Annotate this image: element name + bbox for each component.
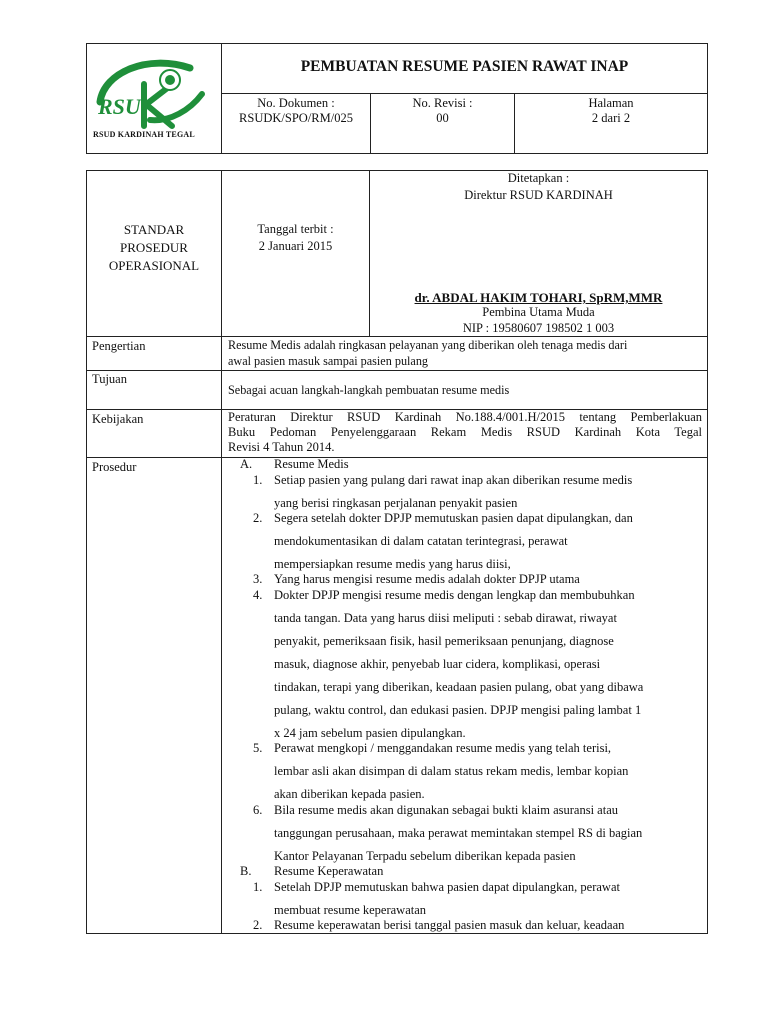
- step-text: penyakit, pemeriksaan fisik, hasil pemeriksaan penunjang, diagnose: [274, 634, 614, 648]
- step-text: Setelah DPJP memutuskan bahwa pasien dapat dipulangkan, perawat: [274, 880, 620, 894]
- page-label: Halaman: [588, 96, 634, 110]
- step-text: mempersiapkan resume medis yang harus diisi,: [274, 557, 511, 571]
- policy-label: Kebijakan: [92, 412, 144, 426]
- step-text: Dokter DPJP mengisi resume medis dengan lengkap dan membubuhkan: [274, 588, 635, 602]
- policy-line: Peraturan Direktur RSUD Kardinah No.188.4/001.H/2015 tentang Pemberlakuan: [228, 410, 702, 424]
- step-number: 2.: [253, 918, 263, 932]
- svg-text:RSU: RSU: [98, 94, 141, 119]
- step-text: Resume keperawatan berisi tanggal pasien masuk dan keluar, keadaan: [274, 918, 625, 932]
- policy-line: Revisi 4 Tahun 2014.: [228, 440, 335, 454]
- signer-nip: NIP : 19580607 198502 1 003: [462, 321, 615, 335]
- policy-line: Buku Pedoman Penyelenggaraan Rekam Medis RSUD Kardinah Kota Tegal: [228, 425, 702, 439]
- doc-number-label: No. Dokumen :: [257, 96, 335, 110]
- step-text: membuat resume keperawatan: [274, 903, 427, 917]
- approval-label: Ditetapkan :: [507, 171, 570, 185]
- logo-caption: RSUD KARDINAH TEGAL: [93, 130, 195, 139]
- hospital-logo: [90, 50, 218, 150]
- definition-label: Pengertian: [92, 339, 146, 353]
- issue-date-cell: [222, 221, 369, 255]
- step-text: Segera setelah dokter DPJP memutuskan pasien dapat dipulangkan, dan: [274, 511, 633, 525]
- step-text: pulang, waktu control, dan edukasi pasien. DPJP mengisi paling lambat 1: [274, 703, 642, 717]
- rsud-logo-emblem: [90, 50, 218, 130]
- policy-text: [228, 410, 702, 455]
- section-title: Resume Medis: [274, 457, 349, 471]
- step-text: Yang harus mengisi resume medis adalah dokter DPJP utama: [274, 572, 580, 586]
- page-cell: [515, 96, 707, 126]
- issue-date-value: 2 Januari 2015: [258, 239, 333, 253]
- section-marker: A.: [240, 457, 253, 471]
- step-text: Bila resume medis akan digunakan sebagai bukti klaim asuransi atau: [274, 803, 619, 817]
- step-number: 5.: [253, 741, 263, 755]
- step-number: 3.: [253, 572, 263, 586]
- signer-name: dr. ABDAL HAKIM TOHARI, SpRM,MMR: [414, 290, 663, 305]
- sop-label: [87, 221, 221, 275]
- step-text: tindakan, terapi yang diberikan, keadaan pasien pulang, obat yang dibawa: [274, 680, 644, 694]
- step-text: tanggungan perusahaan, maka perawat memintakan stempel RS di bagian: [274, 826, 643, 840]
- revision-cell: [371, 96, 514, 126]
- definition-line: Resume Medis adalah ringkasan pelayanan yang diberikan oleh tenaga medis dari: [228, 338, 628, 352]
- step-number: 1.: [253, 880, 263, 894]
- step-text: tanda tangan. Data yang harus diisi meliputi : sebab dirawat, riwayat: [274, 611, 617, 625]
- step-number: 4.: [253, 588, 263, 602]
- step-number: 2.: [253, 511, 263, 525]
- purpose-text: Sebagai acuan langkah-langkah pembuatan resume medis: [228, 383, 510, 397]
- step-text: Perawat mengkopi / menggandakan resume medis yang telah terisi,: [274, 741, 612, 755]
- step-text: x 24 jam sebelum pasien dipulangkan.: [274, 726, 466, 740]
- definition-line: awal pasien masuk sampai pasien pulang: [228, 354, 429, 368]
- issue-date-label: Tanggal terbit :: [257, 222, 334, 236]
- step-text: masuk, diagnose akhir, penyebab luar cidera, komplikasi, operasi: [274, 657, 601, 671]
- section-marker: B.: [240, 864, 252, 878]
- page-value: 2 dari 2: [591, 111, 631, 125]
- section-title: Resume Keperawatan: [274, 864, 384, 878]
- step-text: lembar asli akan disimpan di dalam status rekam medis, lembar kopian: [274, 764, 629, 778]
- document-title: PEMBUATAN RESUME PASIEN RAWAT INAP: [300, 58, 629, 75]
- purpose-label: Tujuan: [92, 372, 127, 386]
- revision-value: 00: [436, 111, 449, 125]
- step-text: akan diberikan kepada pasien.: [274, 787, 425, 801]
- procedure-label: Prosedur: [92, 460, 137, 474]
- sop-label-line: PROSEDUR: [120, 240, 188, 255]
- approval-director: Direktur RSUD KARDINAH: [464, 188, 613, 202]
- step-number: 6.: [253, 803, 263, 817]
- step-text: Kantor Pelayanan Terpadu sebelum diberikan kepada pasien: [274, 849, 576, 863]
- doc-number-cell: [222, 96, 370, 126]
- sop-label-line: OPERASIONAL: [108, 258, 200, 273]
- step-number: 1.: [253, 473, 263, 487]
- signer-rank: Pembina Utama Muda: [482, 305, 595, 319]
- definition-text: [228, 337, 702, 369]
- step-text: mendokumentasikan di dalam catatan terintegrasi, perawat: [274, 534, 568, 548]
- step-text: yang berisi ringkasan perjalanan penyakit pasien: [274, 496, 518, 510]
- sop-label-line: STANDAR: [123, 222, 185, 237]
- step-text: Setiap pasien yang pulang dari rawat inap akan diberikan resume medis: [274, 473, 633, 487]
- revision-label: No. Revisi :: [412, 96, 473, 110]
- doc-number-value: RSUDK/SPO/RM/025: [239, 111, 353, 125]
